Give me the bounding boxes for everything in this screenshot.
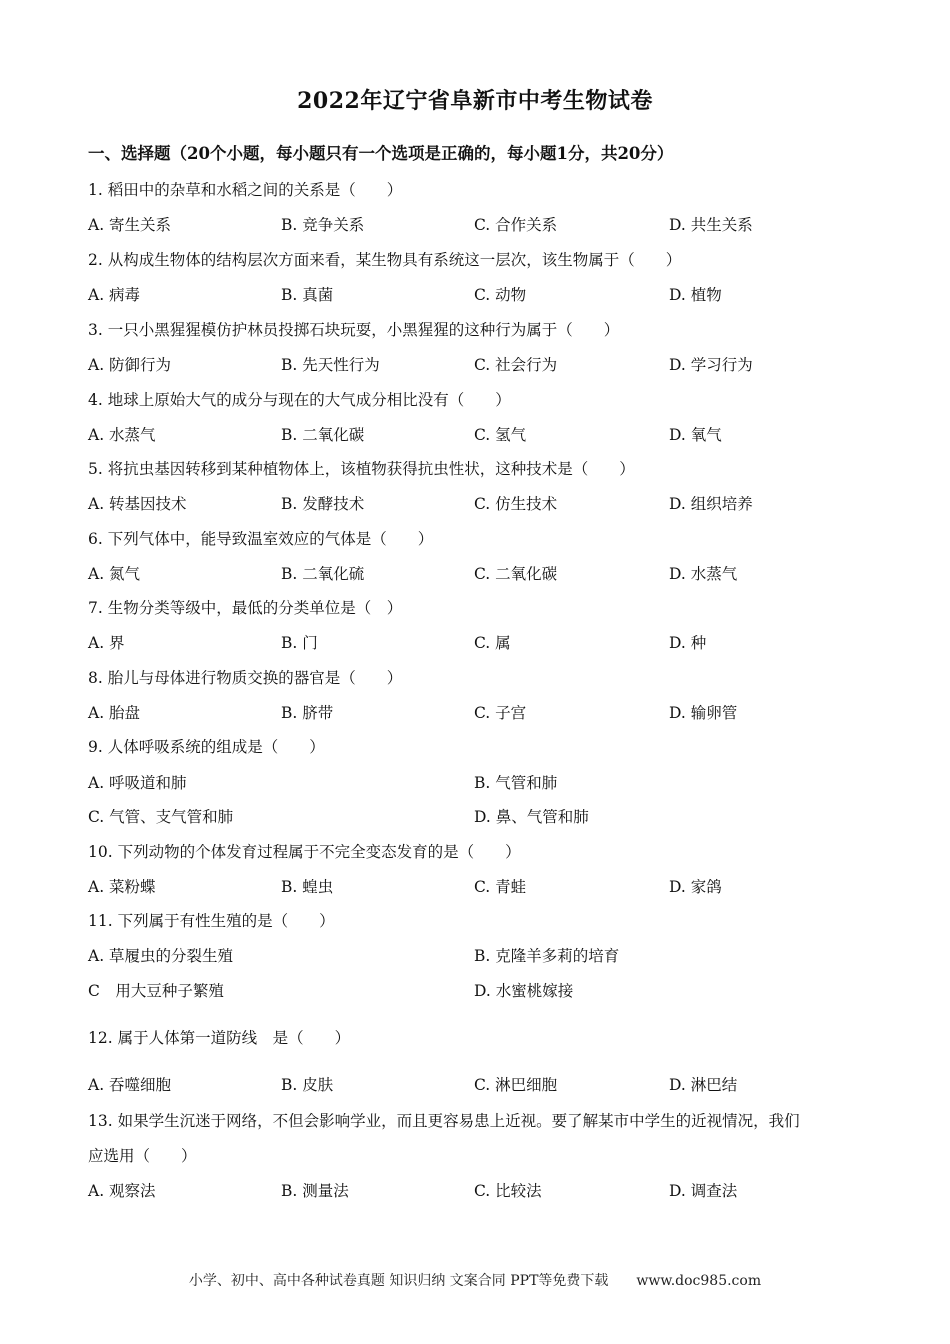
question-stem: 10. 下列动物的个体发育过程属于不完全变态发育的是（ ）	[88, 843, 521, 861]
option-a: A. 寄生关系	[88, 216, 172, 234]
question-stem: 8. 胎儿与母体进行物质交换的器官是（ ）	[88, 669, 403, 687]
option-d: D. 鼻、气管和肺	[474, 808, 589, 826]
option-c: C. 子宫	[474, 704, 527, 722]
option-b: B. 先天性行为	[281, 356, 380, 374]
option-a: A. 界	[88, 634, 125, 652]
option-d: D. 调查法	[669, 1182, 738, 1200]
question-stem: 2. 从构成生物体的结构层次方面来看，某生物具有系统这一层次，该生物属于（ ）	[88, 251, 682, 269]
option-b: B. 门	[281, 634, 318, 652]
option-c: C 用大豆种子繁殖	[88, 982, 224, 1000]
option-a: A. 呼吸道和肺	[88, 774, 187, 792]
question-stem: 7. 生物分类等级中，最低的分类单位是（ ）	[88, 599, 403, 617]
option-c: C. 淋巴细胞	[474, 1076, 558, 1094]
question-stem: 13. 如果学生沉迷于网络，不但会影响学业，而且更容易患上近视。要了解某市中学生的近视情况，我们	[88, 1112, 800, 1130]
question-stem: 11. 下列属于有性生殖的是（ ）	[88, 912, 335, 930]
option-d: D. 淋巴结	[669, 1076, 738, 1094]
option-d: D. 学习行为	[669, 356, 753, 374]
option-d: D. 水蒸气	[669, 565, 738, 583]
option-b: B. 二氧化硫	[281, 565, 365, 583]
option-b: B. 竞争关系	[281, 216, 365, 234]
question-stem: 4. 地球上原始大气的成分与现在的大气成分相比没有（ ）	[88, 391, 511, 409]
option-c: C. 比较法	[474, 1182, 542, 1200]
option-a: A. 病毒	[88, 286, 141, 304]
question-stem: 5. 将抗虫基因转移到某种植物体上，该植物获得抗虫性状，这种技术是（ ）	[88, 460, 635, 478]
option-b: B. 皮肤	[281, 1076, 334, 1094]
option-d: D. 输卵管	[669, 704, 738, 722]
option-d: D. 水蜜桃嫁接	[474, 982, 574, 1000]
option-d: D. 植物	[669, 286, 722, 304]
option-c: C. 青蛙	[474, 878, 527, 896]
option-d: D. 氧气	[669, 426, 722, 444]
option-b: B. 二氧化碳	[281, 426, 365, 444]
question-stem: 1. 稻田中的杂草和水稻之间的关系是（ ）	[88, 181, 403, 199]
page-footer: 小学、初中、高中各种试卷真题 知识归纳 文案合同 PPT等免费下载 www.doc985.com	[188, 1273, 762, 1289]
option-a: A. 防御行为	[88, 356, 172, 374]
option-a: A. 草履虫的分裂生殖	[88, 947, 234, 965]
question-stem: 12. 属于人体第一道防线 是（ ）	[88, 1029, 351, 1047]
question-stem: 9. 人体呼吸系统的组成是（ ）	[88, 738, 325, 756]
option-a: A. 水蒸气	[88, 426, 156, 444]
option-d: D. 家鸽	[669, 878, 722, 896]
option-b: B. 发酵技术	[281, 495, 365, 513]
option-c: C. 属	[474, 634, 511, 652]
option-a: A. 菜粉蝶	[88, 878, 156, 896]
option-d: D. 共生关系	[669, 216, 753, 234]
option-c: C. 氢气	[474, 426, 527, 444]
option-c: C. 仿生技术	[474, 495, 558, 513]
option-b: B. 蝗虫	[281, 878, 334, 896]
option-a: A. 胎盘	[88, 704, 141, 722]
page-title: 2022年辽宁省阜新市中考生物试卷	[297, 88, 653, 114]
question-stem: 3. 一只小黑猩猩模仿护林员投掷石块玩耍，小黑猩猩的这种行为属于（ ）	[88, 321, 620, 339]
option-a: A. 观察法	[88, 1182, 156, 1200]
option-d: D. 种	[669, 634, 707, 652]
option-c: C. 社会行为	[474, 356, 558, 374]
option-c: C. 合作关系	[474, 216, 558, 234]
question-stem-continued: 应选用（ ）	[88, 1147, 197, 1165]
option-c: C. 二氧化碳	[474, 565, 558, 583]
question-stem: 6. 下列气体中，能导致温室效应的气体是（ ）	[88, 530, 434, 548]
option-a: A. 氮气	[88, 565, 141, 583]
option-c: C. 动物	[474, 286, 527, 304]
option-b: B. 真菌	[281, 286, 334, 304]
option-c: C. 气管、支气管和肺	[88, 808, 234, 826]
option-b: B. 脐带	[281, 704, 334, 722]
option-b: B. 气管和肺	[474, 774, 558, 792]
option-d: D. 组织培养	[669, 495, 753, 513]
option-a: A. 转基因技术	[88, 495, 187, 513]
option-a: A. 吞噬细胞	[88, 1076, 172, 1094]
section-heading: 一、选择题（20个小题，每小题只有一个选项是正确的，每小题1分，共20分）	[88, 144, 674, 163]
option-b: B. 克隆羊多莉的培育	[474, 947, 620, 965]
option-b: B. 测量法	[281, 1182, 349, 1200]
